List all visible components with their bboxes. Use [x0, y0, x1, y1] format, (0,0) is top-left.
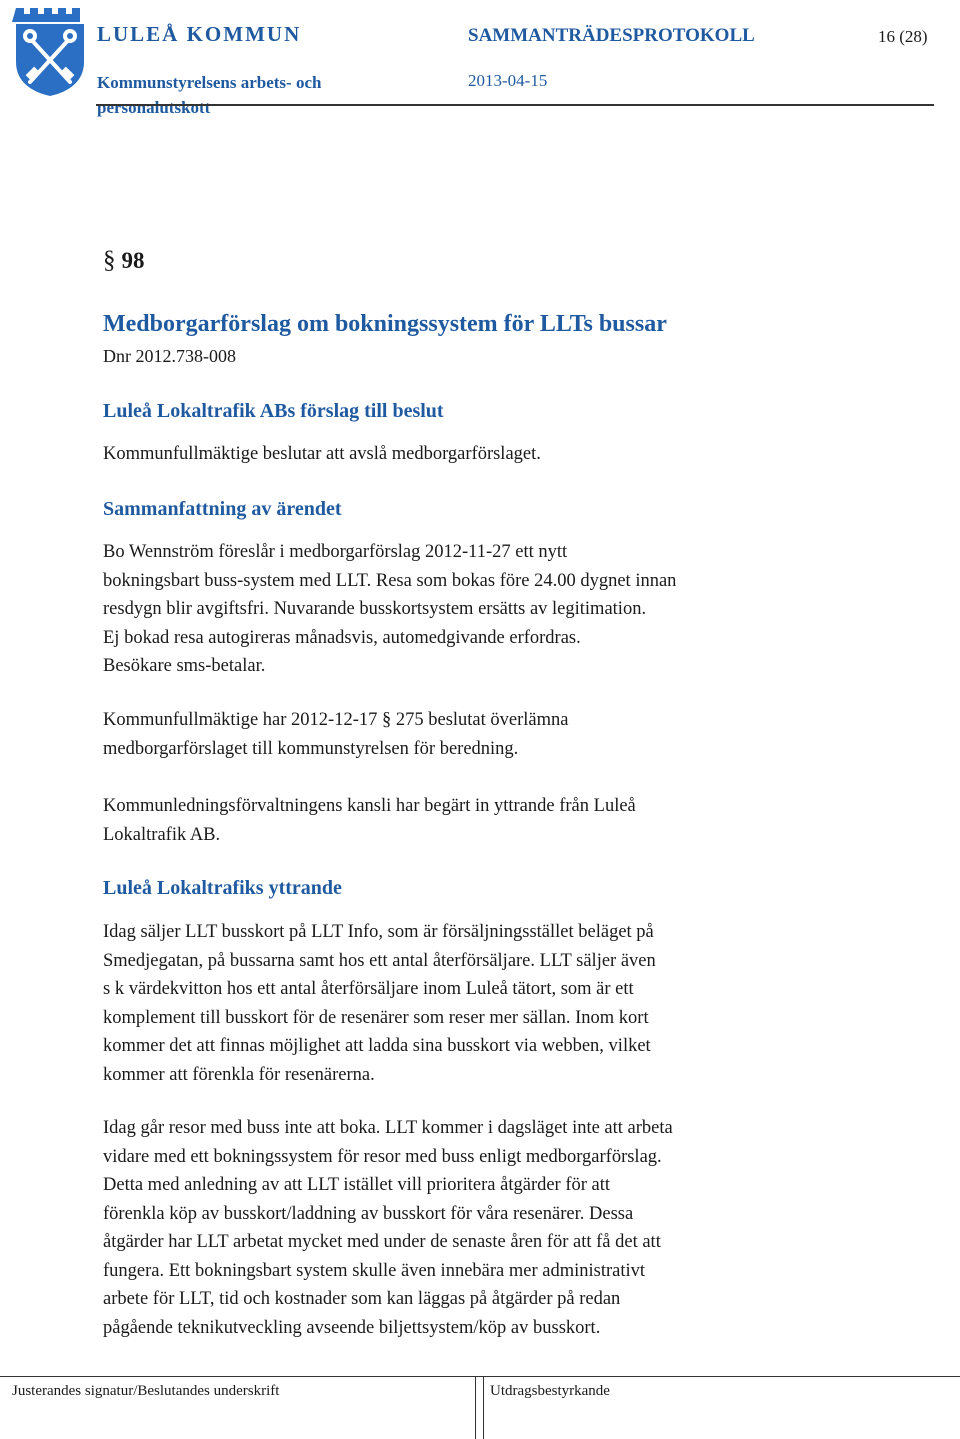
text-line: Kommunfullmäktige beslutar att avslå medborgarförslaget. [103, 444, 541, 464]
paragraph-symbol: § [103, 247, 116, 274]
text-line: Bo Wennström föreslår i medborgarförslag 2012-11-27 ett nytt [103, 542, 568, 562]
text-line: fungera. Ett bokningsbart system skulle även innebära mer administrativt [103, 1260, 646, 1281]
paragraph-council-decision [103, 706, 823, 763]
text-line: bokningsbart buss-system med LLT. Resa som bokas före 24.00 dygnet innan [103, 570, 677, 591]
crest-icon [12, 6, 88, 98]
text-line: arbete för LLT, tid och kostnader som kan läggas på åtgärder på redan [103, 1289, 621, 1309]
certification-label: Utdragsbestyrkande [490, 1383, 610, 1399]
signature-label: Justerandes signatur/Beslutandes underskrift [12, 1383, 280, 1399]
header-divider [96, 104, 934, 106]
heading-proposal: Luleå Lokaltrafik ABs förslag till beslut [103, 400, 444, 422]
text-line: Detta med anledning av att LLT istället vill prioritera åtgärder för att [103, 1175, 611, 1195]
heading-statement: Luleå Lokaltrafiks yttrande [103, 877, 342, 899]
text-line: Kommunfullmäktige har 2012-12-17 § 275 beslutat överlämna [103, 710, 569, 730]
paragraph-statement-2 [103, 1114, 823, 1342]
heading-summary: Sammanfattning av ärendet [103, 498, 342, 520]
footer-separator [483, 1376, 484, 1439]
text-line: Ej bokad resa autogireras månadsvis, automedgivande erfordras. [103, 627, 581, 648]
text-line: Besökare sms-betalar. [103, 656, 266, 676]
text-line: komplement till busskort för de resenärer som reser mer sällan. Inom kort [103, 1007, 649, 1028]
text-line: Kommunledningsförvaltningens kansli har begärt in yttrande från Luleå [103, 796, 636, 816]
text-line: Idag går resor med buss inte att boka. LLT kommer i dagsläget inte att arbeta [103, 1118, 673, 1138]
text-line: åtgärder har LLT arbetat mycket med under de senaste åren för att få det att [103, 1232, 661, 1252]
text-line: kommer att förenkla för resenärerna. [103, 1064, 375, 1085]
organization-name: LULEÅ KOMMUN [97, 22, 302, 46]
text-line: pågående teknikutveckling avseende biljettsystem/köp av busskort. [103, 1317, 601, 1338]
footer-separator [475, 1376, 476, 1439]
document-date: 2013-04-15 [468, 71, 548, 90]
document-type: SAMMANTRÄDESPROTOKOLL [468, 25, 755, 46]
text-line: förenkla köp av busskort/laddning av busskort för våra resenärer. Dessa [103, 1203, 634, 1224]
reference-number: Dnr 2012.738-008 [103, 346, 236, 366]
text-line: medborgarförslaget till kommunstyrelsen för beredning. [103, 738, 519, 759]
page-title: Medborgarförslag om bokningssystem för LLTs bussar [103, 311, 667, 337]
section-number-value: 98 [121, 248, 145, 273]
text-line: s k värdekvitton hos ett antal återförsäljare inom Luleå tätort, som är ett [103, 979, 634, 999]
text-line: Lokaltrafik AB. [103, 824, 221, 845]
section-number [103, 247, 145, 275]
paragraph-summary [103, 538, 823, 681]
text-line: kommer det att finnas möjlighet att ladda sina busskort via webben, vilket [103, 1036, 651, 1056]
paragraph-request [103, 792, 823, 849]
text-line: Idag säljer LLT busskort på LLT Info, som är försäljningsstället beläget på [103, 922, 654, 942]
text-line: vidare med ett bokningssystem för resor med buss enligt medborgarförslag. [103, 1146, 662, 1167]
text-line: resdygn blir avgiftsfri. Nuvarande busskortsystem ersätts av legitimation. [103, 599, 647, 619]
page-number: 16 (28) [878, 27, 928, 46]
paragraph-statement-1 [103, 918, 823, 1089]
organization-subunit: Kommunstyrelsens arbets- och personalutskott [97, 73, 322, 117]
footer-divider [0, 1376, 960, 1377]
text-line: Smedjegatan, på bussarna samt hos ett antal återförsäljare. LLT säljer även [103, 950, 656, 971]
paragraph-proposal [103, 440, 823, 469]
